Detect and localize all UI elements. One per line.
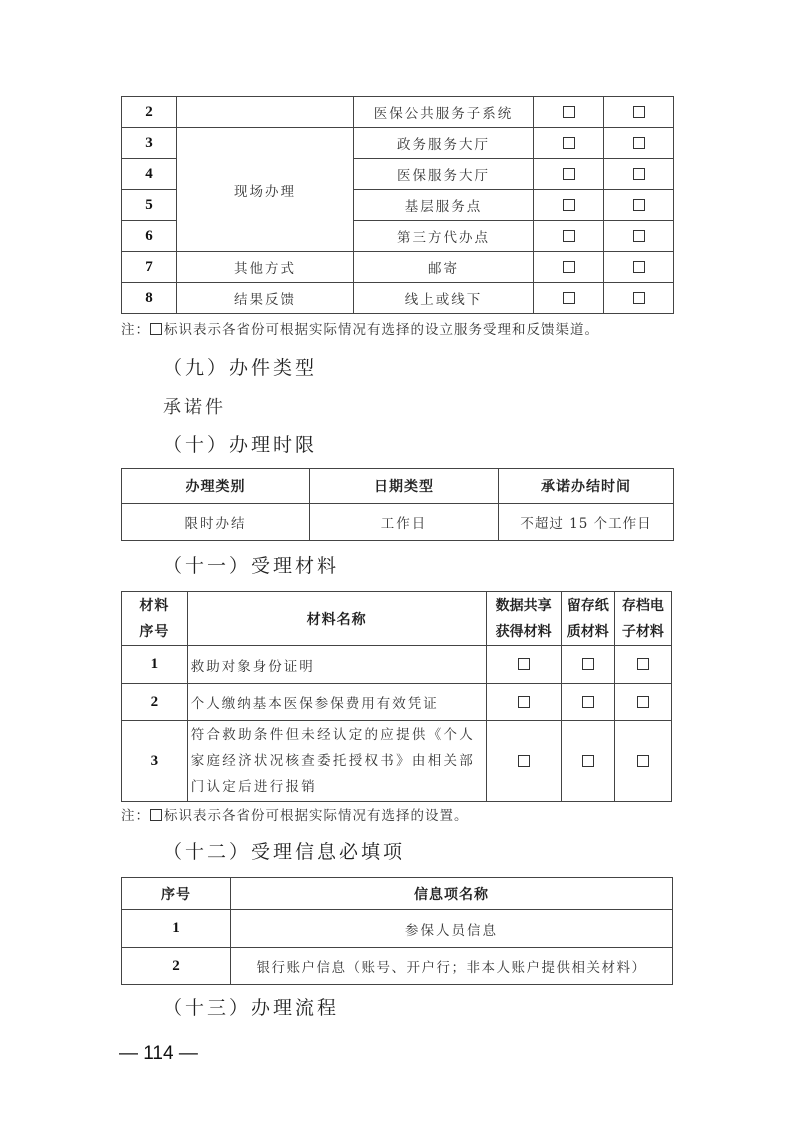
checkbox-icon[interactable] — [518, 696, 530, 708]
checkbox-symbol-icon — [150, 809, 162, 821]
channel-cell: 医保公共服务子系统 — [354, 97, 534, 128]
checkbox-icon[interactable] — [518, 755, 530, 767]
option-checkbox[interactable] — [561, 684, 614, 721]
row-number: 2 — [122, 948, 231, 985]
header-line: 留存纸 — [566, 597, 609, 614]
header-line: 存档电 — [621, 597, 664, 614]
header-archive — [614, 592, 671, 646]
method-cell: 结果反馈 — [177, 283, 354, 314]
checkbox-symbol-icon — [150, 323, 162, 335]
option-checkbox[interactable] — [534, 190, 604, 221]
checkbox-icon[interactable] — [633, 230, 645, 242]
checkbox-icon[interactable] — [633, 137, 645, 149]
material-name: 个人缴纳基本医保参保费用有效凭证 — [187, 684, 486, 721]
header-paper — [561, 592, 614, 646]
checkbox-icon[interactable] — [563, 261, 575, 273]
row-number: 8 — [122, 283, 177, 314]
time-limit-table — [121, 468, 674, 541]
header-line: 材料 — [139, 597, 170, 614]
section12-title: （十二）受理信息必填项 — [163, 841, 406, 863]
checkbox-icon[interactable] — [633, 106, 645, 118]
checkbox-icon[interactable] — [633, 261, 645, 273]
header-line: 获得材料 — [495, 623, 552, 640]
checkbox-icon[interactable] — [637, 755, 649, 767]
method-cell: 其他方式 — [177, 252, 354, 283]
checkbox-icon[interactable] — [563, 292, 575, 304]
checkbox-icon[interactable] — [637, 658, 649, 670]
row-number: 4 — [122, 159, 177, 190]
option-checkbox[interactable] — [486, 684, 561, 721]
section11-title: （十一）受理材料 — [163, 555, 340, 577]
option-checkbox[interactable] — [604, 97, 674, 128]
note-text: 标识表示各省份可根据实际情况有选择的设置。 — [164, 808, 469, 824]
table-row — [122, 948, 673, 985]
row-number: 2 — [122, 684, 188, 721]
table-row — [122, 283, 674, 314]
section13-title: （十三）办理流程 — [163, 997, 340, 1019]
header-line: 质材料 — [566, 623, 609, 640]
material-name: 符合救助条件但未经认定的应提供《个人家庭经济状况核查委托授权书》由相关部门认定后进行报销 — [187, 721, 486, 802]
method-cell: 现场办理 — [177, 128, 354, 252]
header-cell: 序号 — [122, 878, 231, 910]
option-checkbox[interactable] — [604, 221, 674, 252]
table-row — [122, 721, 672, 802]
row-number: 1 — [122, 910, 231, 948]
checkbox-icon[interactable] — [637, 696, 649, 708]
method-cell — [177, 97, 354, 128]
table-row — [122, 504, 674, 541]
checkbox-icon[interactable] — [633, 292, 645, 304]
header-name: 材料名称 — [187, 592, 486, 646]
header-cell: 承诺办结时间 — [499, 469, 674, 504]
checkbox-icon[interactable] — [563, 230, 575, 242]
checkbox-icon[interactable] — [518, 658, 530, 670]
option-checkbox[interactable] — [614, 721, 671, 802]
option-checkbox[interactable] — [534, 128, 604, 159]
option-checkbox[interactable] — [534, 159, 604, 190]
section9-title: （九）办件类型 — [163, 357, 318, 379]
option-checkbox[interactable] — [534, 221, 604, 252]
option-checkbox[interactable] — [561, 721, 614, 802]
table-row — [122, 128, 674, 159]
row-number: 7 — [122, 252, 177, 283]
checkbox-icon[interactable] — [563, 137, 575, 149]
page-number: — 114 — — [119, 1043, 198, 1064]
table-header-row — [122, 469, 674, 504]
header-cell: 日期类型 — [310, 469, 499, 504]
info-name: 参保人员信息 — [231, 910, 673, 948]
header-shared — [486, 592, 561, 646]
channel-cell: 医保服务大厅 — [354, 159, 534, 190]
note-label: 注： — [121, 322, 150, 338]
option-checkbox[interactable] — [604, 252, 674, 283]
header-line: 子材料 — [621, 623, 664, 640]
table-cell: 工作日 — [310, 504, 499, 541]
table-cell: 不超过 15 个工作日 — [499, 504, 674, 541]
material-name: 救助对象身份证明 — [187, 646, 486, 684]
materials-table — [121, 591, 672, 802]
required-info-table — [121, 877, 673, 985]
note-label: 注： — [121, 808, 150, 824]
checkbox-icon[interactable] — [563, 168, 575, 180]
channels-table — [121, 96, 674, 314]
row-number: 6 — [122, 221, 177, 252]
option-checkbox[interactable] — [604, 128, 674, 159]
option-checkbox[interactable] — [614, 684, 671, 721]
header-no — [122, 592, 188, 646]
channel-cell: 邮寄 — [354, 252, 534, 283]
table-header-row — [122, 878, 673, 910]
header-cell: 信息项名称 — [231, 878, 673, 910]
checkbox-icon[interactable] — [563, 199, 575, 211]
checkbox-icon[interactable] — [563, 106, 575, 118]
table-row — [122, 252, 674, 283]
header-line: 数据共享 — [495, 597, 552, 614]
option-checkbox[interactable] — [614, 646, 671, 684]
option-checkbox[interactable] — [604, 283, 674, 314]
row-number: 1 — [122, 646, 188, 684]
channel-cell: 线上或线下 — [354, 283, 534, 314]
table-header-row — [122, 592, 672, 646]
option-checkbox[interactable] — [534, 252, 604, 283]
checkbox-icon[interactable] — [582, 696, 594, 708]
checkbox-icon[interactable] — [633, 199, 645, 211]
header-cell: 办理类别 — [122, 469, 310, 504]
table-row — [122, 684, 672, 721]
channel-cell: 政务服务大厅 — [354, 128, 534, 159]
materials-note — [121, 804, 469, 824]
header-line: 序号 — [139, 623, 170, 640]
table-row — [122, 97, 674, 128]
table-cell: 限时办结 — [122, 504, 310, 541]
row-number: 5 — [122, 190, 177, 221]
option-checkbox[interactable] — [486, 646, 561, 684]
option-checkbox[interactable] — [604, 159, 674, 190]
row-number: 3 — [122, 721, 188, 802]
section9-content: 承诺件 — [163, 397, 226, 418]
table-row — [122, 646, 672, 684]
section10-title: （十）办理时限 — [163, 434, 318, 456]
checkbox-icon[interactable] — [582, 755, 594, 767]
row-number: 3 — [122, 128, 177, 159]
note-text: 标识表示各省份可根据实际情况有选择的设立服务受理和反馈渠道。 — [164, 322, 599, 338]
row-number: 2 — [122, 97, 177, 128]
table-row — [122, 910, 673, 948]
option-checkbox[interactable] — [534, 283, 604, 314]
channels-note — [121, 318, 599, 338]
option-checkbox[interactable] — [604, 190, 674, 221]
option-checkbox[interactable] — [561, 646, 614, 684]
info-name: 银行账户信息（账号、开户行；非本人账户提供相关材料） — [231, 948, 673, 985]
checkbox-icon[interactable] — [582, 658, 594, 670]
channel-cell: 第三方代办点 — [354, 221, 534, 252]
option-checkbox[interactable] — [486, 721, 561, 802]
checkbox-icon[interactable] — [633, 168, 645, 180]
option-checkbox[interactable] — [534, 97, 604, 128]
channel-cell: 基层服务点 — [354, 190, 534, 221]
